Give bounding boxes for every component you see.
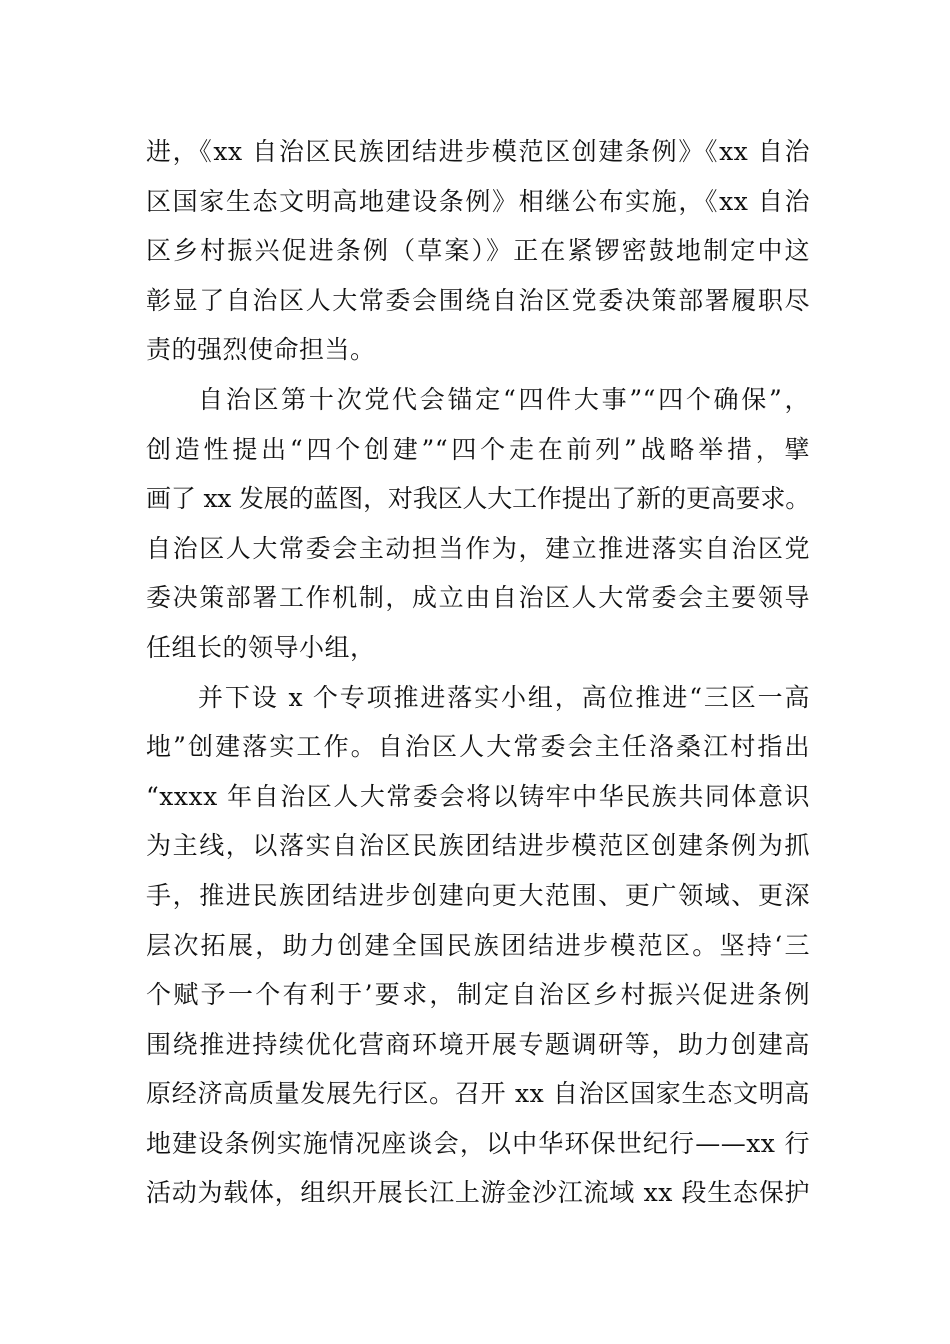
paragraph-line: 自治区第十次党代会锚定“四件大事”“四个确保”， — [198, 384, 810, 414]
paragraph-line: 自治区人大常委会主动担当作为，建立推进落实自治区党 — [146, 533, 810, 563]
paragraph-line: 地建设条例实施情况座谈会，以中华环保世纪行——xx 行 — [146, 1128, 810, 1158]
paragraph-line: 为主线，以落实自治区民族团结进步模范区创建条例为抓 — [146, 831, 810, 861]
paragraph-line: 并下设 x 个专项推进落实小组，高位推进“三区一高 — [198, 682, 810, 712]
paragraph-line: 原经济高质量发展先行区。召开 xx 自治区国家生态文明高 — [146, 1079, 810, 1109]
document-body — [146, 127, 810, 1218]
paragraph-line: 围绕推进持续优化营商环境开展专题调研等，助力创建高 — [146, 1029, 810, 1059]
paragraph-line: “xxxx 年自治区人大常委会将以铸牢中华民族共同体意识 — [146, 781, 810, 811]
paragraph-line: 活动为载体，组织开展长江上游金沙江流域 xx 段生态保护 — [146, 1178, 810, 1208]
paragraph-line: 区乡村振兴促进条例（草案）》正在紧锣密鼓地制定中这 — [146, 236, 810, 266]
paragraph-line: 创造性提出“四个创建”“四个走在前列”战略举措，擘 — [146, 434, 810, 464]
paragraph-line: 画了 xx 发展的蓝图，对我区人大工作提出了新的更高要求。 — [146, 484, 810, 514]
paragraph-line: 进，《xx 自治区民族团结进步模范区创建条例》《xx 自治 — [146, 137, 810, 166]
paragraph-line: 手，推进民族团结进步创建向更大范围、更广领域、更深 — [146, 880, 810, 910]
paragraph-line: 委决策部署工作机制，成立由自治区人大常委会主要领导 — [146, 583, 810, 613]
paragraph-line: 彰显了自治区人大常委会围绕自治区党委决策部署履职尽 — [146, 285, 810, 315]
paragraph-line: 地”创建落实工作。自治区人大常委会主任洛桑江村指出 — [146, 732, 810, 762]
paragraph-line: 个赋予一个有利于’要求，制定自治区乡村振兴促进条例 — [146, 980, 810, 1010]
paragraph-line: 任组长的领导小组， — [146, 632, 376, 662]
paragraph-line: 责的强烈使命担当。 — [146, 335, 376, 365]
paragraph-line: 层次拓展，助力创建全国民族团结进步模范区。坚持‘三 — [146, 930, 810, 960]
paragraph-line: 区国家生态文明高地建设条例》相继公布实施，《xx 自治 — [146, 186, 810, 216]
